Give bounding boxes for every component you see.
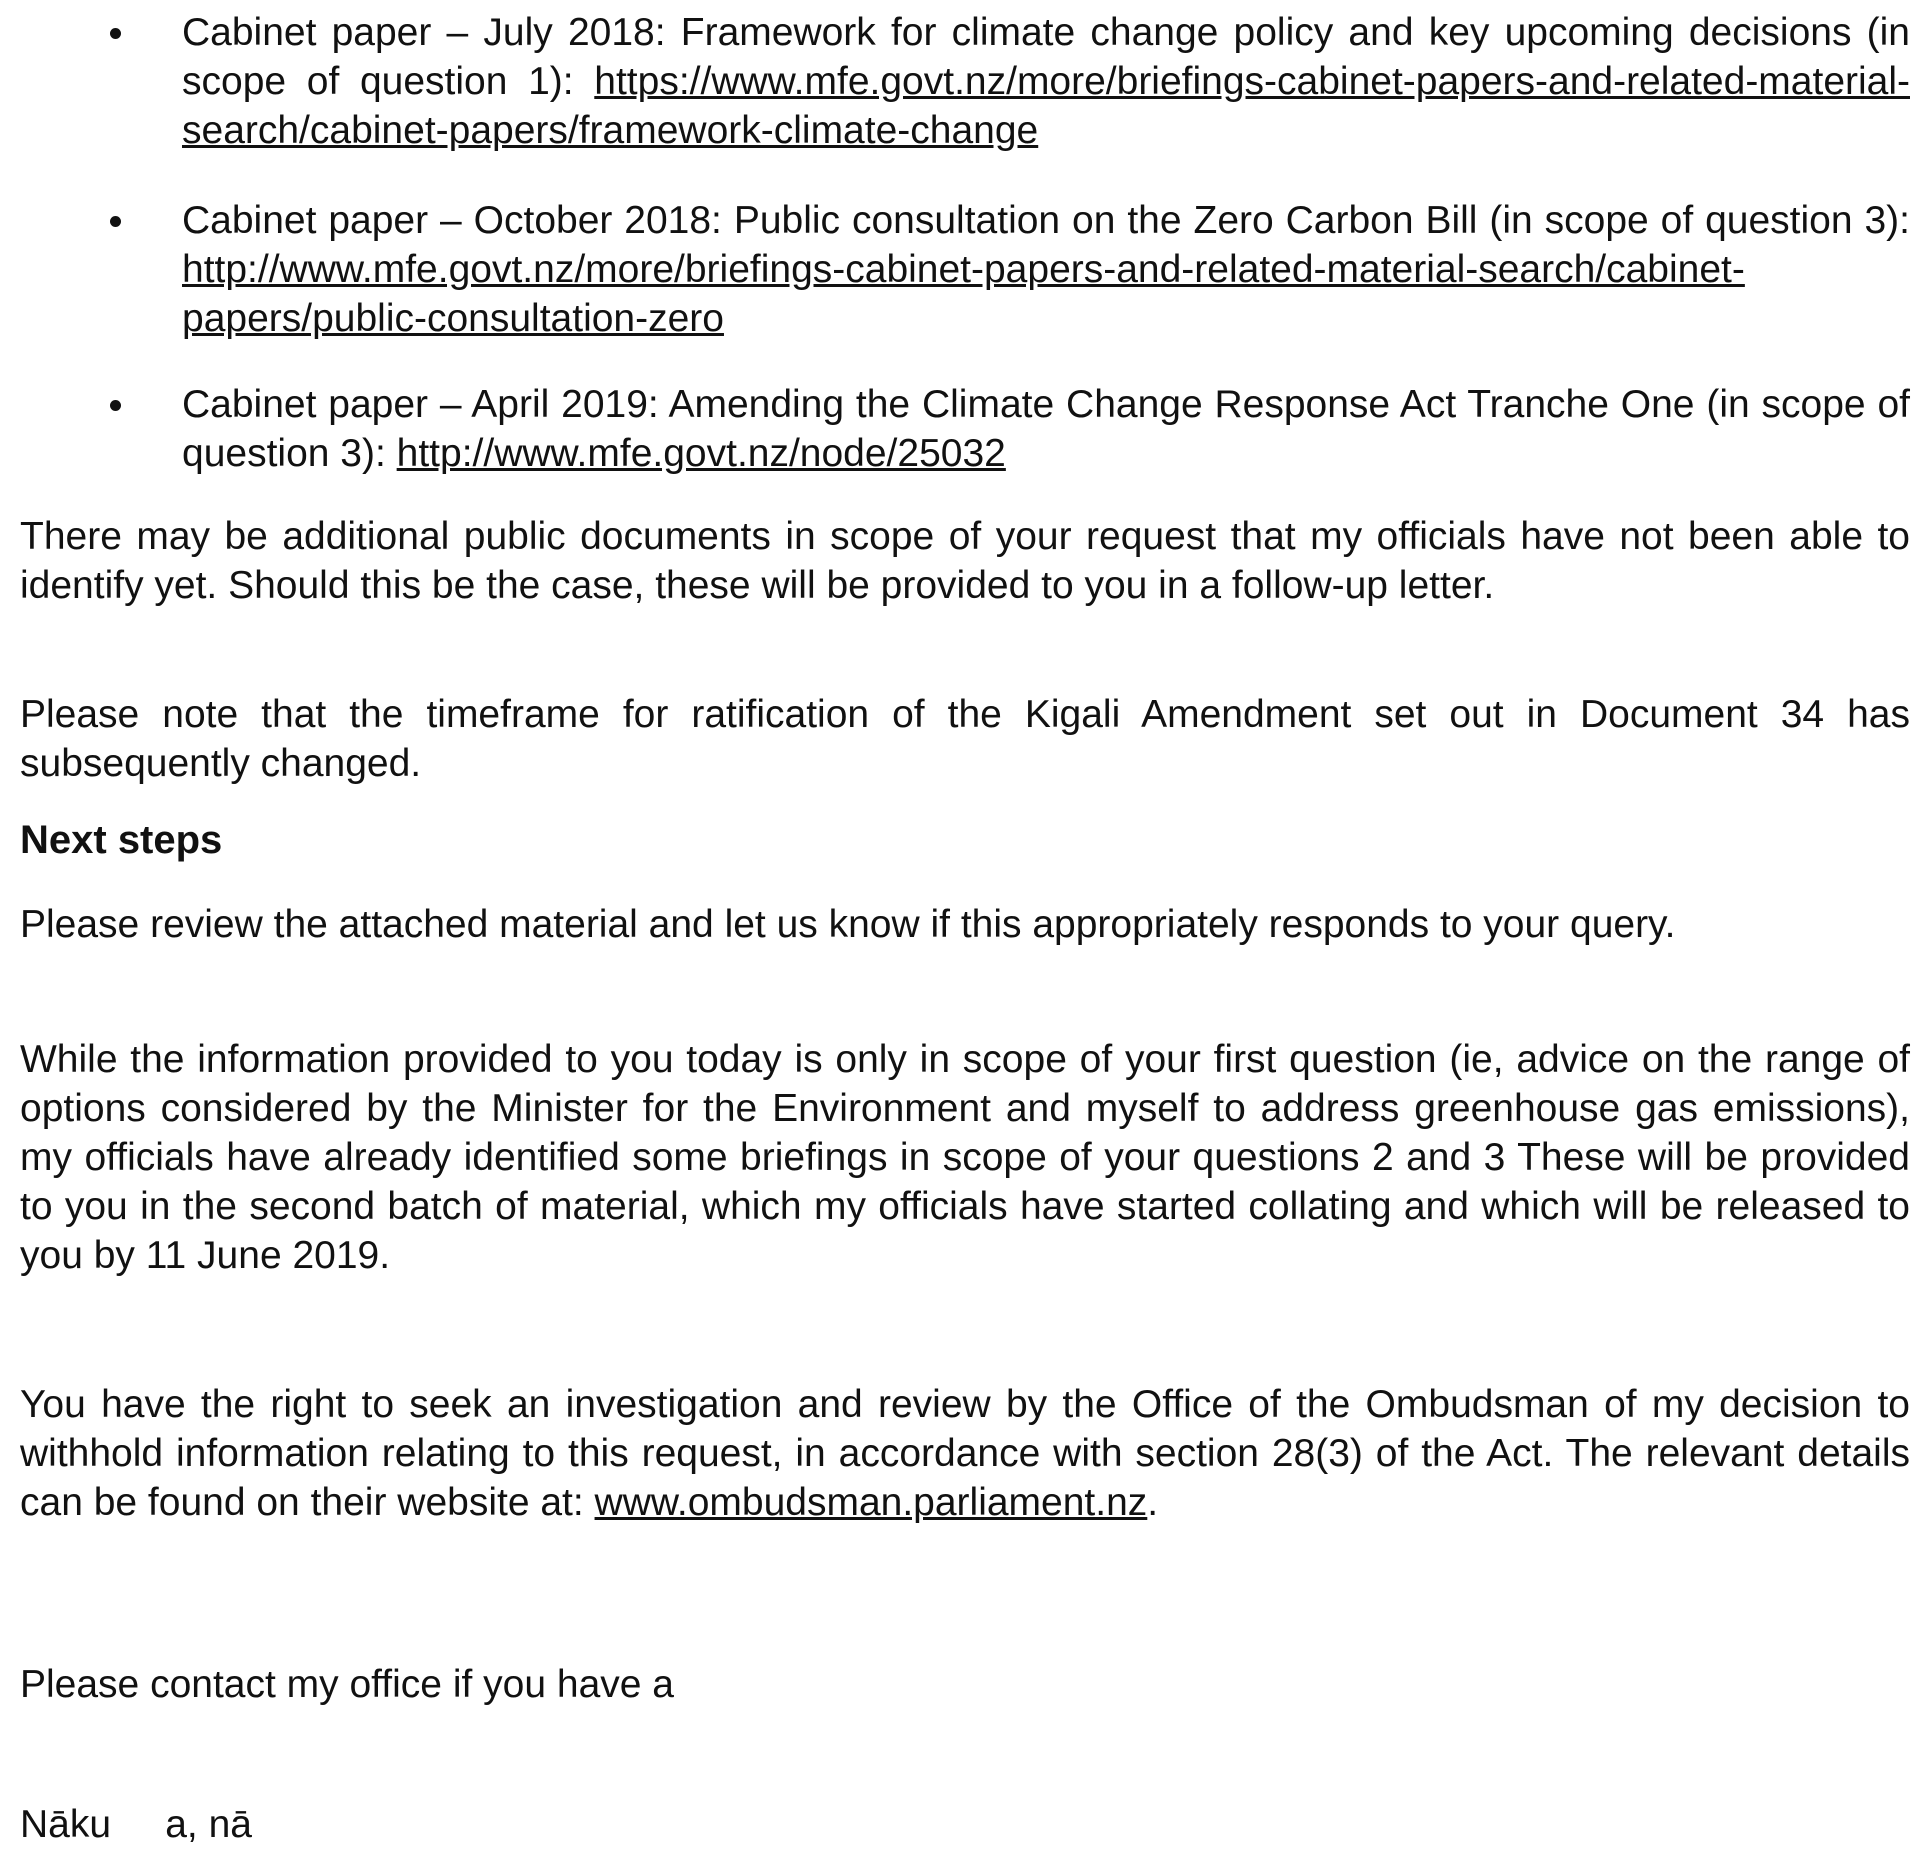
paragraph-ombudsman	[20, 1380, 1910, 1527]
bullet-prefix: Cabinet paper – April 2019: Amending the Climate Change Response Act Tranche One (in scope of question 3):	[182, 383, 1910, 475]
bullet-text	[182, 196, 1910, 343]
ombudsman-website-link[interactable]: www.ombudsman.parliament.nz	[594, 1481, 1148, 1524]
paragraph-scope-questions: While the information provided to you today is only in scope of your first question (ie, advice on the range of options considered by the Minister for the Environment and myself to address greenhouse gas emissions), my officials have already identified some briefings in scope of your questions 2 and 3 These will be provided to you in the second batch of material, which my officials have started collating and which will be released to you by 11 June 2019.	[20, 1038, 1910, 1277]
bullet-dot	[110, 400, 121, 411]
bullet-text	[182, 380, 1910, 478]
ombudsman-text: You have the right to seek an investigation and review by the Office of the Ombudsman of my decision to withhold information relating to this request, in accordance with section 28(3) of the Act. The relevant details can be found on their website at:	[20, 1383, 1910, 1524]
paragraph-additional-documents: There may be additional public documents in scope of your request that my officials have not been able to identify yet. Should this be the case, these will be provided to you in a follow-up letter.	[20, 515, 1910, 607]
sign-off: Nāku a, nā	[20, 1803, 252, 1846]
cabinet-april-2019-link[interactable]: http://www.mfe.govt.nz/node/25032	[396, 432, 1006, 475]
bullet-prefix: Cabinet paper – July 2018: Framework for climate change policy and key upcoming decisions (in scope of question 1):	[182, 11, 1910, 103]
bullet-dot	[110, 28, 121, 39]
cabinet-july-2018-link[interactable]: https://www.mfe.govt.nz/more/briefings-cabinet-papers-and-related-material-search/cabinet-papers/framework-climate-change	[182, 60, 1910, 152]
bullet-prefix: Cabinet paper – October 2018: Public consultation on the Zero Carbon Bill (in scope of question 3):	[182, 199, 1910, 242]
cabinet-october-2018-link[interactable]: http://www.mfe.govt.nz/more/briefings-cabinet-papers-and-related-material-search/cabinet-papers/public-consultation-zero	[182, 248, 1745, 340]
bullet-item-cabinet-april-2019	[110, 380, 1910, 478]
paragraph-kigali-amendment: Please note that the timeframe for ratification of the Kigali Amendment set out in Document 34 has subsequently changed.	[20, 693, 1910, 785]
bullet-item-cabinet-july-2018	[110, 8, 1910, 155]
heading-next-steps: Next steps	[20, 818, 223, 862]
bullet-text	[182, 8, 1910, 155]
bullet-item-cabinet-october-2018	[110, 196, 1910, 343]
paragraph-review-material: Please review the attached material and let us know if this appropriately responds to your query.	[20, 903, 1676, 946]
bullet-dot	[110, 216, 121, 227]
ombudsman-period: .	[1147, 1481, 1159, 1524]
paragraph-contact-office: Please contact my office if you have a	[20, 1663, 674, 1706]
